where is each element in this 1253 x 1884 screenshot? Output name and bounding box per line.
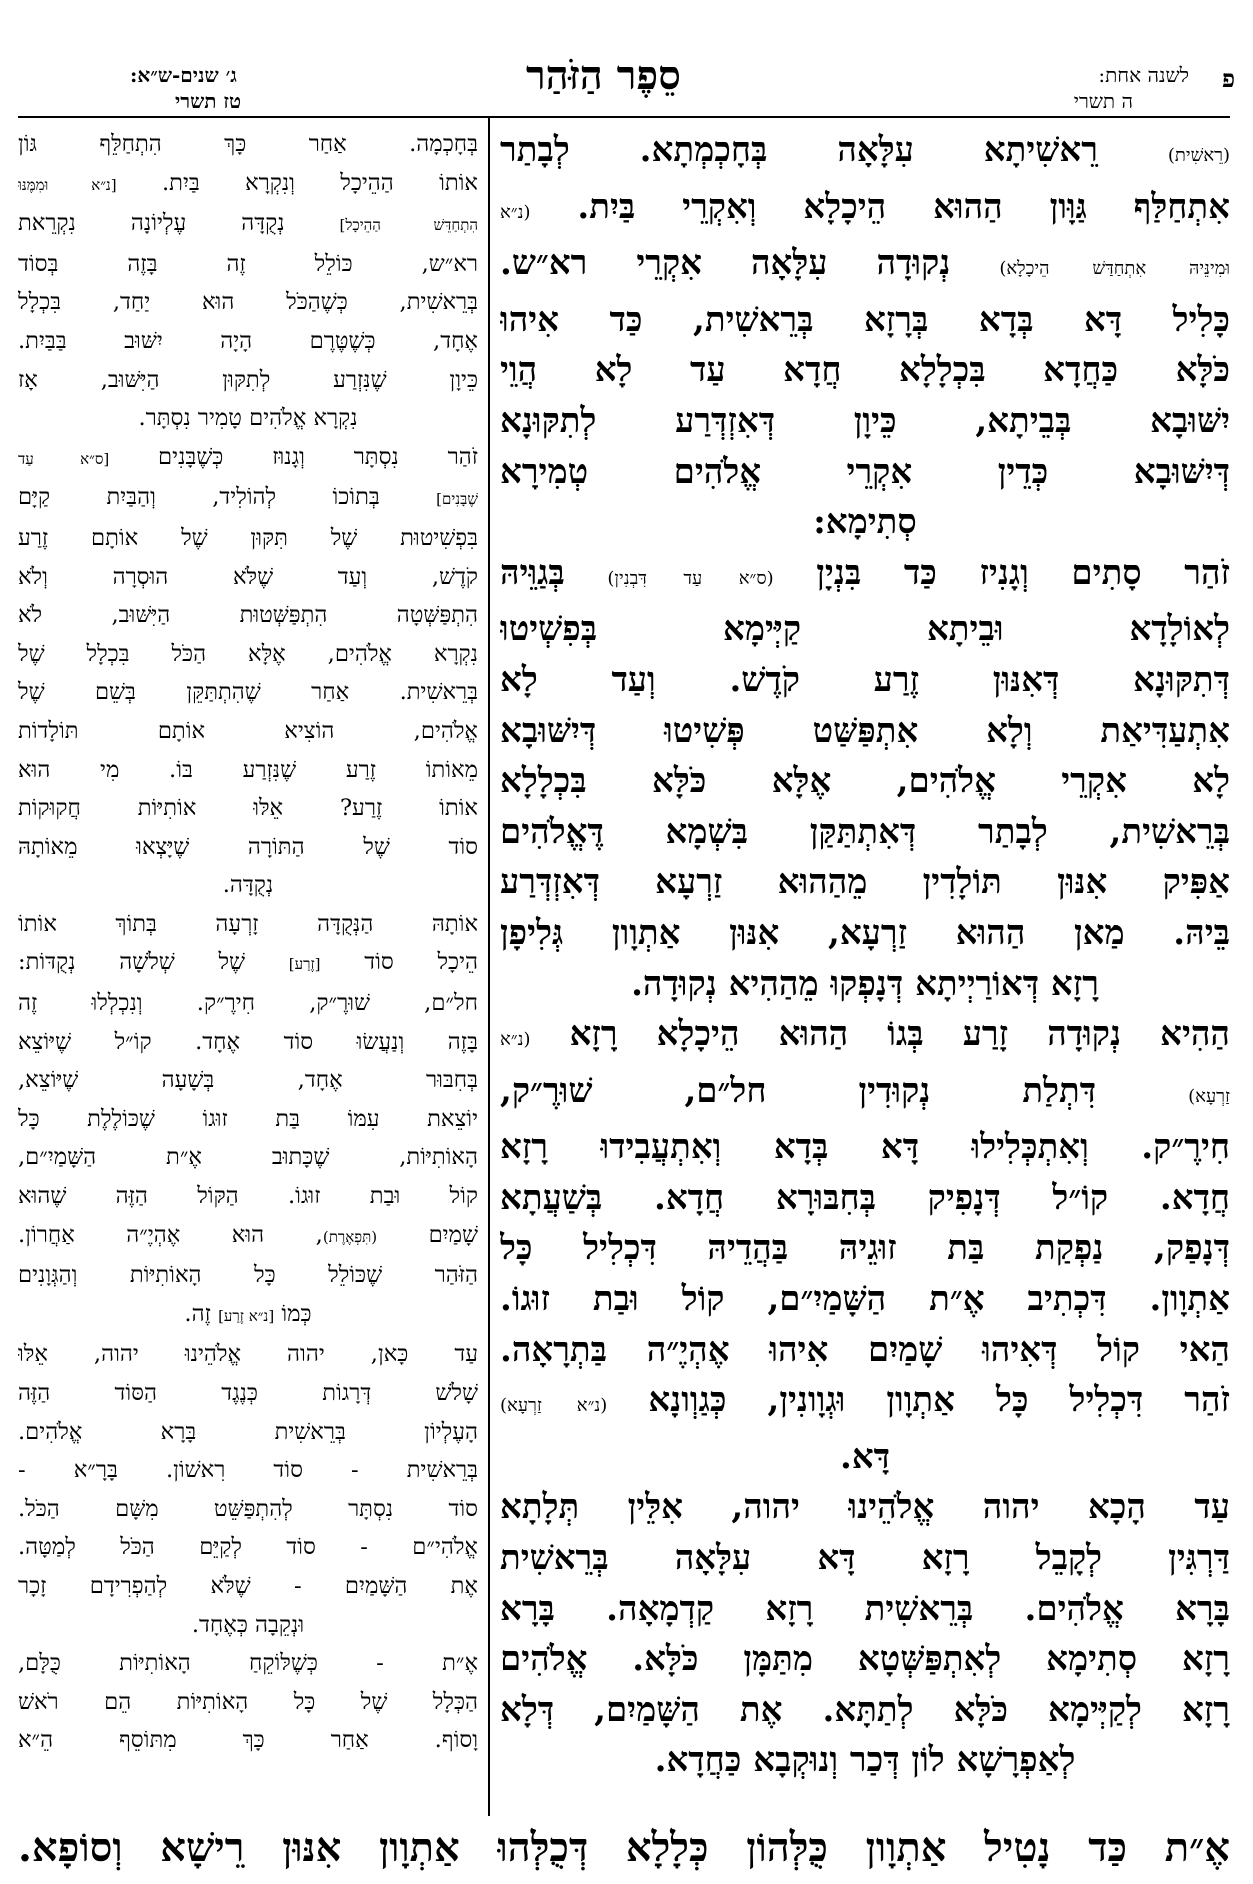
main-line: (רֵאשִׁית) רֵאשִׁיתָא עִלָּאָה בְּחָכְמְתָא. לְבָתַר: [500, 130, 1230, 170]
commentary-line: אֶת הַשָּׁמַיִם - שֶׁלֹּא לְהַפְרִידָם זָכָר: [18, 1572, 478, 1599]
main-line: לָא אִקְרֵי אֱלֹהִים, אֶלָּא כֹּלָּא בִּכְלָלָא: [500, 761, 1230, 802]
commentary-line: וָסוֹף. אַחַר כָּךְ מִתּוֹסֵף הֵ״א: [18, 1727, 478, 1754]
main-line: דְּיִשּׁוּבָא כְּדֵין אִקְרֵי אֱלֹהִים טְמִירָא: [500, 451, 1230, 492]
commentary-line: הָעֶלְיוֹן בְּרֵאשִׁית בָּרָא אֱלֹהִים.: [18, 1418, 478, 1445]
commentary-line: הִתְפַּשְּׁטָה הִתְפַּשְּׁטוּת הַיִּשּׁוּב, לֹא: [18, 602, 478, 629]
main-line: סְתִימָא:: [813, 502, 917, 543]
commentary-line: בָּזֶה וְנַעֲשׂוּ סוֹד אֶחָד. קוֹ״ל שֶׁיּוֹצֵא: [18, 1028, 478, 1055]
main-text-column: [500, 125, 1230, 1786]
commentary-line: בִּפְשִׁיטוּת שֶׁל תִּקּוּן שֶׁל אוֹתָם זֶרַע: [18, 524, 478, 551]
commentary-line: הִתְחַדֵּשׁ הַהֵיכָל] נְקֻדָּה עֶלְיוֹנָה נִקְרֵאת: [18, 210, 478, 237]
main-line: רָזָא דְּאוֹרַיְיתָא דְּנָפְקוּ מֵהַהִיא נְקוּדָה.: [631, 963, 1099, 1004]
commentary-line: סוֹד שֶׁל הַתּוֹרָה שֶׁיָּצְאוּ מֵאוֹתָהּ: [18, 833, 478, 860]
page-number: פ: [1221, 64, 1235, 93]
commentary-line: הַזֹּהַר שֶׁכּוֹלֵל כָּל הָאוֹתִיּוֹת וְהַגְּוָנִים: [18, 1262, 478, 1289]
commentary-line: עַד כָּאן, יהוה אֱלֹהֵינוּ יהוה, אֵלּוּ: [18, 1341, 478, 1368]
main-line: כֹּלָּא כַּחֲדָא בִּכְלָלָא חֲדָא עַד לָא הֲוֵי: [500, 350, 1230, 391]
commentary-line: אוֹתוֹ הַהֵיכָל וְנִקְרָא בַּיִת. [נ״א וּמִמֶּנּוּ: [18, 169, 478, 196]
commentary-line: חל״ם, שׁוּרֶ״ק, חִירֶ״ק. וְנִכְלְלוּ זֶה: [18, 990, 478, 1017]
commentary-line: הַכְּלָל שֶׁל כָּל הָאוֹתִיּוֹת הֵם רֹאשׁ: [18, 1688, 478, 1715]
commentary-line: זֹהַר נִסְתָּר וְגָנוּז כְּשֶׁבָּנִים [ס״א עַד: [18, 443, 478, 470]
main-line: חֲדָא. קוֹ״ל דְּנָפִיק בְּחִבּוּרָא חֲדָא. בְּשַׁעֲתָא: [500, 1177, 1230, 1218]
main-line: אַפִּיק אִנּוּן תּוֹלָדִין מֵהַהוּא זַרְעָא דְּאִזְדְּרַע: [500, 862, 1230, 903]
commentary-line: בְּרֵאשִׁית. אַחַר שֶׁהִתְתַּקֵּן בְּשֵׁם שֶׁל: [18, 679, 478, 706]
main-line: כָּלִיל דָּא בְּדָא בְּרָזָא בְּרֵאשִׁית, כַּד אִיהוּ: [500, 299, 1230, 340]
commentary-line: בְּרֵאשִׁית, כְּשֶׁהַכֹּל הוּא יַחַד, בִּכְלָל: [18, 289, 478, 316]
commentary-line: אֶחָד, כְּשֶׁטֶּרֶם הָיָה יִשּׁוּב בַּבַּיִת.: [18, 327, 478, 354]
main-line: רָזָא לְקַיְּימָא כֹּלָּא לְתַתָּא. אֶת הַשָּׁמַיִם, דְּלָא: [500, 1689, 1230, 1730]
page-title: סֵפֶר הַזֹּהַר: [526, 52, 681, 99]
commentary-line: אוֹתָהּ הַנְּקֻדָּה זָרְעָה בְּתוֹךְ אוֹתוֹ: [18, 910, 478, 937]
commentary-line: הֵיכָל סוֹד [זֶרַע] שֶׁל שְׁלֹשָׁה נְקֻדּוֹת:: [18, 949, 478, 976]
commentary-line: קוֹל וּבַת זוּגוֹ. הַקּוֹל הַזֶּה שֶׁהוּא: [18, 1183, 478, 1210]
commentary-line: אֶ״ת - כְּשֶׁלּוֹקֵחַ הָאוֹתִיּוֹת כֻּלָּם,: [18, 1650, 478, 1677]
main-line: זֹהַר דִּכְלִיל כָּל אַתְוָון וּגְוָונִין, כְּגַוְונָא (נ״א זַרְעָא): [500, 1380, 1230, 1421]
commentary-line: שֶׁבָּנִים] בְּתוֹכוֹ לְהוֹלִיד, וְהַבַּיִת קַיָּם: [18, 484, 478, 511]
commentary-line: יוֹצֵאת עִמּוֹ בַּת זוּגוֹ שֶׁכּוֹלֶלֶת כָּל: [18, 1105, 478, 1132]
bottom-main-line: אֶ״ת כַּד נָטִיל אַתְוָון כֻּלְּהוֹן כְּלָלָא דְּכֻלְּהוּ אַתְוָון אִנּוּן רֵישָׁא וְסוֹפָא.: [18, 1824, 1230, 1871]
main-line: בָּרָא אֱלֹהִים. בְּרֵאשִׁית רָזָא קַדְמָאָה. בָּרָא: [500, 1588, 1230, 1629]
commentary-line: אוֹתוֹ זֶרַע? אֵלּוּ אוֹתִיּוֹת חֲקוּקוֹת: [18, 795, 478, 822]
main-line: יִשּׁוּבָא בְּבֵיתָא, כֵּיוָן דְּאִזְדְּרַע לְתִקּוּנָא: [500, 400, 1230, 441]
commentary-line: מֵאוֹתוֹ זֶרַע שֶׁנִּזְרַע בּוֹ. מִי הוּא: [18, 756, 478, 783]
commentary-line: בְּרֵאשִׁית - סוֹד רִאשׁוֹן. בָּרָ״א -: [18, 1457, 478, 1484]
commentary-line: הָאוֹתִיּוֹת, שֶׁכָּתוּב אֶ״ת הַשָּׁמַיִ״ם,: [18, 1144, 478, 1171]
header-left-line2: טז תשרי: [175, 89, 242, 113]
commentary-line: קֹדֶשׁ, וְעַד שֶׁלֹּא הוּסְרָה וְלֹא: [18, 563, 478, 590]
commentary-line: שָׁמַיִם (תִּפְאֶרֶת), הוּא אֶהְיֶ״ה אַחֲרוֹן.: [18, 1221, 478, 1248]
main-line: דָּא.: [839, 1436, 891, 1477]
main-line: רָזָא סְתִימָא לְאִתְפַּשְּׁטָא מִתַּמָּן כֹּלָּא. אֱלֹהִים: [500, 1639, 1230, 1680]
main-line: בְּרֵאשִׁית, לְבָתַר דְּאִתְתַּקַּן בִּשְׁמָא דֶּאֱלֹהִים: [500, 811, 1230, 852]
commentary-column: [18, 125, 478, 1760]
commentary-line: רא״ש, כּוֹלֵל זֶה בָּזֶה בְּסוֹד: [18, 250, 478, 277]
commentary-line: אֱלֹהִים, הוֹצִיא אוֹתָם תּוֹלָדוֹת: [18, 717, 478, 744]
main-line: זֹהַר סָתִים וְגָנִיז כַּד בִּנְיָן (ס״א עַד דִּבְנִין) בְּגַוֵּיהּ: [500, 552, 1230, 593]
main-line: הַהִיא נְקוּדָה זָרַע בְּגוֹ הַהוּא הֵיכָלָא רָזָא (נ״א: [500, 1014, 1230, 1055]
commentary-line: נִקְרָא אֱלֹהִים, אֶלָּא הַכֹּל בִּכְלָל שֶׁל: [18, 640, 478, 667]
main-line: דְּנָפַק, נַפְקַת בַּת זוּגֵיהּ בַּהֲדֵיהּ דִּכְלִיל כָּל: [500, 1228, 1230, 1269]
main-line: דְּתִקּוּנָא דְּאִנּוּן זֶרַע קֹדֶשׁ. וְעַד לָא: [500, 659, 1230, 700]
main-line: וּמִינֵּיהּ אִתְחַדַּשׁ הֵיכָלָא) נְקוּדָה עִלָּאָה אִקְרֵי רא״ש.: [500, 243, 1230, 284]
commentary-line: בְּחִבּוּר אֶחָד, בְּשָׁעָה שֶׁיּוֹצֵא,: [18, 1067, 478, 1094]
main-line: חִירֶ״ק. וְאִתְכְּלִילוּ דָּא בְּדָא וְאִתְעֲבִידוּ רָזָא: [500, 1127, 1230, 1168]
commentary-line: נִקְרָא אֱלֹהִים טָמִיר נִסְתָּר.: [138, 405, 358, 432]
commentary-line: כֵּיוָן שֶׁנִּזְרַע לְתִקּוּן הַיִּשּׁוּב, אָז: [18, 366, 478, 393]
header-right-line1: לשנה אחת:: [1098, 63, 1189, 87]
main-line: הַאי קוֹל דְּאִיהוּ שָׁמַיִם אִיהוּ אֶהְיֶ״ה בַּתְרָאָה.: [500, 1329, 1230, 1370]
commentary-line: כְּמוֹ [נ״א זֶרַע] זֶה.: [184, 1300, 312, 1327]
main-line: בֵּיהּ. מַאן הַהוּא זַרְעָא, אִנּוּן אַתְוָון גְּלִיפָן: [500, 912, 1230, 953]
main-line: אִתְעַדִּיאַת וְלָא אִתְפַּשַּׁט פְּשִׁיטוּ דְּיִשּׁוּבָא: [500, 710, 1230, 751]
header-right-line2: ה תשרי: [1073, 89, 1133, 113]
commentary-line: נְקֻדָּה.: [222, 872, 274, 899]
commentary-line: בְּחָכְמָה. אַחַר כָּךְ הִתְחַלֵּף גּוֹן: [18, 131, 478, 157]
main-line: אִתְחַלַּף גַּוָּון הַהוּא הֵיכָלָא וְאִקְרֵי בַּיִת. (נ״א: [500, 186, 1230, 227]
main-line: דַּרְגִּין לְקָבֵל רָזָא דָּא עִלָּאָה בְּרֵאשִׁית: [500, 1538, 1230, 1579]
main-line: עַד הָכָא יהוה אֱלֹהֵינוּ יהוה, אִלֵּין תְּלָתָא: [500, 1487, 1230, 1528]
main-line: לְאַפְרָשָׁא לוֹן דְּכַר וְנוּקְבָא כַּחֲדָא.: [654, 1740, 1076, 1781]
header-rule: [18, 116, 1230, 118]
header-left-line1: ג׳ שנים-ש״א:: [130, 63, 237, 87]
main-line: אַתְוָון. דִּכְתִיב אֶ״ת הַשָּׁמַיִ״ם, קוֹל וּבַת זוּגוֹ.: [500, 1279, 1230, 1320]
commentary-line: סוֹד נִסְתָּר לְהִתְפַּשֵּׁט מִשָּׁם הַכֹּל.: [18, 1495, 478, 1522]
main-line: זַרְעָא) דִּתְלַת נְקוּדִין חל״ם, שׁוּרֶ״ק,: [500, 1070, 1230, 1111]
commentary-line: אֱלֹהִי״ם - סוֹד לְקַיֵּם הַכֹּל לְמַטָּה.: [18, 1534, 478, 1561]
column-divider: [488, 116, 490, 1816]
commentary-line: שָׁלֹשׁ דְּרָגוֹת כְּנֶגֶד הַסּוֹד הַזֶּה: [18, 1380, 478, 1406]
main-line: לְאוֹלָדָא וּבֵיתָא קַיְּימָא בְּפִשְׁיטוּ: [500, 609, 1230, 650]
commentary-line: וּנְקֵבָה כְּאֶחָד.: [191, 1611, 305, 1638]
